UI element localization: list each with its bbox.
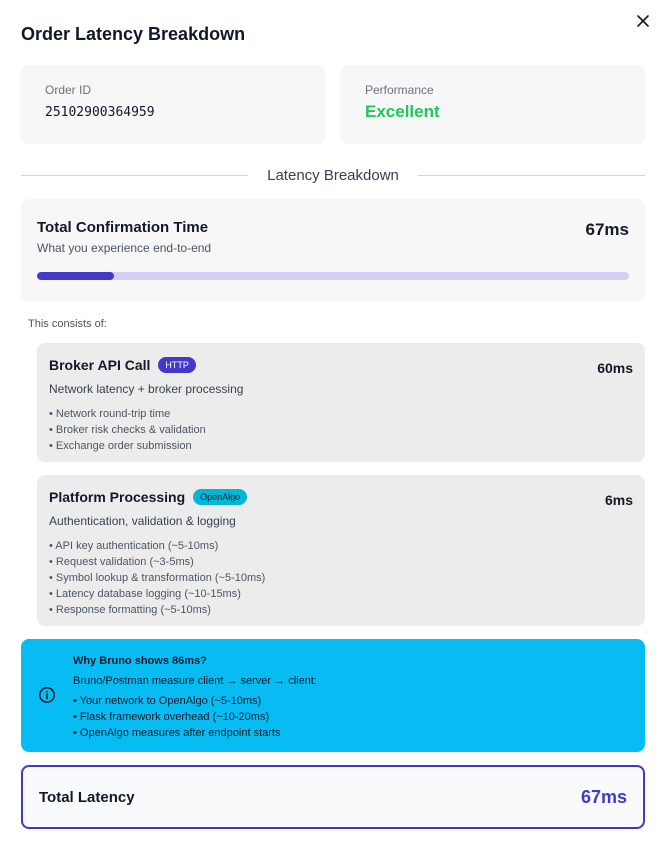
list-item: • Response formatting (~5-10ms) xyxy=(49,604,211,616)
performance-label: Performance xyxy=(365,83,434,97)
consists-label: This consists of: xyxy=(28,318,107,330)
dialog-title: Order Latency Breakdown xyxy=(21,24,246,44)
total-confirmation-subtitle: What you experience end-to-end xyxy=(37,241,212,255)
broker-api-card xyxy=(37,343,645,462)
confirmation-progress-bar xyxy=(37,272,629,280)
total-latency-value: 67ms xyxy=(580,786,627,807)
total-latency-label: Total Latency xyxy=(39,788,135,806)
platform-processing-value: 6ms xyxy=(604,492,633,508)
platform-processing-name: Platform Processing xyxy=(49,489,186,505)
list-item: • Flask framework overhead (~10-20ms) xyxy=(73,711,270,723)
info-icon xyxy=(38,686,56,704)
total-latency-card xyxy=(21,765,645,829)
openalgo-badge: OpenAlgo xyxy=(193,489,247,505)
broker-api-name: Broker API Call xyxy=(49,357,151,373)
info-list xyxy=(73,693,629,741)
info-subtitle: Bruno/Postman measure client → server → client: xyxy=(73,675,317,687)
list-item: • Your network to OpenAlgo (~5-10ms) xyxy=(73,695,262,707)
broker-api-list xyxy=(49,406,633,454)
broker-api-description: Network latency + broker processing xyxy=(49,382,244,396)
list-item: • Request validation (~3-5ms) xyxy=(49,556,194,568)
list-item: • Latency database logging (~10-15ms) xyxy=(49,588,241,600)
platform-processing-card xyxy=(37,475,645,626)
list-item: • Broker risk checks & validation xyxy=(49,424,206,436)
order-id-value: 25102900364959 xyxy=(45,105,155,120)
broker-api-value: 60ms xyxy=(597,360,633,376)
confirmation-progress-fill xyxy=(37,272,114,280)
total-confirmation-value: 67ms xyxy=(585,220,629,239)
list-item: • Network round-trip time xyxy=(49,408,171,420)
info-alert xyxy=(21,639,645,752)
performance-card xyxy=(341,65,645,142)
list-item: • API key authentication (~5-10ms) xyxy=(49,540,219,552)
divider-line-right xyxy=(418,175,645,176)
total-confirmation-title: Total Confirmation Time xyxy=(37,219,209,236)
list-item: • Exchange order submission xyxy=(49,440,192,452)
info-title: Why Bruno shows 86ms? xyxy=(73,655,207,667)
performance-value: Excellent xyxy=(365,102,440,121)
order-id-card xyxy=(21,65,325,142)
close-icon[interactable] xyxy=(634,12,652,30)
order-id-label: Order ID xyxy=(45,83,92,97)
http-badge: HTTP xyxy=(158,357,196,373)
platform-processing-description: Authentication, validation & logging xyxy=(49,514,236,528)
latency-breakdown-divider xyxy=(21,165,645,187)
list-item: • Symbol lookup & transformation (~5-10ms) xyxy=(49,572,266,584)
divider-label: Latency Breakdown xyxy=(267,167,399,184)
total-confirmation-card xyxy=(21,199,645,302)
list-item: • OpenAlgo measures after endpoint starts xyxy=(73,727,281,739)
platform-processing-list xyxy=(49,538,633,618)
